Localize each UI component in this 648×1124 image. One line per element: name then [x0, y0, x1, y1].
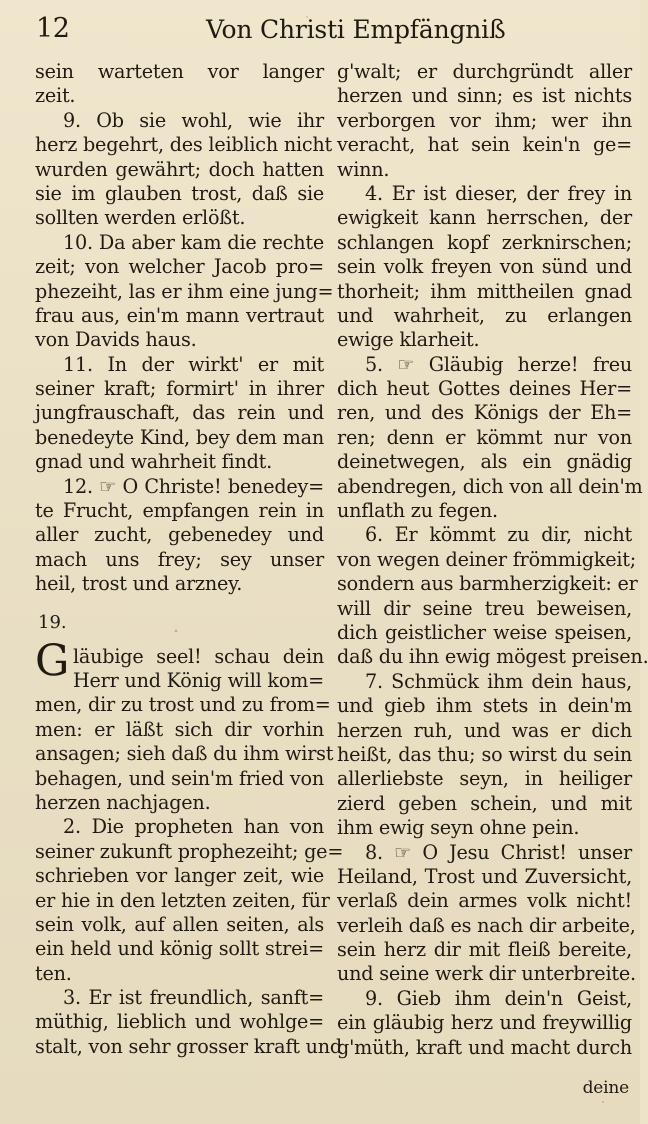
stanza-9-right-first-line: 9. Gieb ihm dein'n Geist, [365, 986, 632, 1010]
stanza-10-first-line: 10. Da aber kam die rechte [63, 230, 324, 254]
text-line: und gieb ihm stets in dein'm [337, 694, 632, 718]
text-line: will dir seine treu beweisen, [337, 596, 632, 620]
text-line: men, dir zu trost und zu from= [35, 693, 331, 717]
text-line: schlangen kopf zerknirschen; [337, 230, 632, 254]
text-line: er hie in den letzten zeiten, für [35, 888, 330, 912]
text-line: g'müth, kraft und macht durch [337, 1035, 632, 1059]
text-line: sondern aus barmherzigkeit: er [337, 572, 638, 596]
hymn-stanza-3-first-line: 3. Er ist freundlich, sanft= [63, 986, 324, 1010]
stanza-12 [35, 475, 324, 597]
stanza-6 [337, 523, 648, 669]
text-line: dich geistlicher weise speisen, [337, 620, 632, 644]
text-line: sein warteten vor langer [35, 60, 324, 83]
text-line: müthig, lieblich und wohlge= [35, 1010, 324, 1034]
text-line: zierd geben schein, und mit [337, 791, 632, 815]
stanza-4 [337, 182, 632, 353]
text-line: behagen, und sein'm fried von [35, 766, 324, 790]
opening-line-text: läubige seel! schau dein [73, 644, 324, 668]
text-line: von Davids haus. [35, 328, 197, 352]
stanza-6-first-line: 6. Er kömmt zu dir, nicht [365, 523, 632, 547]
text-line: ren, und des Königs der Eh= [337, 401, 632, 425]
hymn-19-stanza-3 [35, 986, 342, 1059]
text-line: te Frucht, empfangen rein in [35, 499, 324, 523]
left-paragraph-1 [35, 60, 324, 109]
right-column [337, 60, 648, 1060]
text-line: verleih daß es nach dir arbeite, [337, 913, 636, 937]
text-line: ewigkeit kann herrschen, der [337, 206, 632, 230]
hymn-stanza-2-first-line: 2. Die propheten han von [63, 815, 324, 839]
text-line: dich heut Gottes deines Her= [337, 377, 632, 401]
text-line: benedeyte Kind, bey dem man [35, 425, 324, 449]
stanza-10 [35, 230, 334, 353]
text-line: seiner kraft; formirt' in ihrer [35, 377, 324, 401]
section-gap [35, 635, 324, 645]
page-number: 12 [36, 13, 70, 44]
text-line: men: er läßt sich dir vorhin [35, 717, 324, 741]
hymn-19-stanza-2 [35, 815, 344, 986]
text-line: winn. [337, 157, 390, 181]
stanza-4-first-line: 4. Er ist dieser, der frey in [365, 181, 632, 205]
text-line: Herr und König will kom= [73, 668, 324, 692]
text-line: ein gläubig herz und freywillig [337, 1011, 632, 1035]
stanza-11 [35, 353, 324, 475]
text-line: herz begehrt, des leiblich nicht [35, 133, 333, 157]
running-head: Von Christi Empfängniß [206, 15, 506, 44]
text-line: sein volk, auf allen seiten, als [35, 912, 324, 936]
text-line: und seine werk dir unterbreite. [337, 962, 636, 986]
text-line: wurden gewährt; doch hatten [35, 157, 324, 181]
drop-cap: G [35, 635, 70, 686]
right-paragraph-1 [337, 60, 632, 182]
text-line: schrieben vor langer zeit, wie [35, 864, 324, 888]
text-line: jungfrauschaft, das rein und [35, 401, 324, 425]
text-line: ein held und könig sollt strei= [35, 937, 324, 961]
text-line: stalt, von sehr grosser kraft und [35, 1034, 342, 1058]
stanza-9-first-line: 9. Ob sie wohl, wie ihr [63, 108, 324, 132]
text-line: mach uns frey; sey unser [35, 547, 324, 571]
text-line: abendregen, dich von all dein'm [337, 474, 643, 498]
hymn-19-stanza-1 [35, 635, 334, 816]
text-line: zeit. [35, 84, 76, 108]
text-line: sein herz dir mit fleiß bereite, [337, 938, 632, 962]
text-line: seiner zukunft prophezeiht; ge= [35, 839, 344, 863]
text-line: verborgen vor ihm; wer ihn [337, 108, 632, 132]
text-line: sein volk freyen von sünd und [337, 255, 632, 279]
text-line: sollten werden erlößt. [35, 206, 246, 230]
text-line: zeit; von welcher Jacob pro= [35, 255, 324, 279]
stanza-5 [337, 352, 643, 524]
left-column [35, 60, 344, 1059]
catchword: deine [582, 1078, 629, 1098]
text-line: deinetwegen, als ein gnädig [337, 450, 632, 474]
text-line: allerliebste seyn, in heiliger [337, 767, 632, 791]
stanza-11-first-line: 11. In der wirkt' er mit [63, 352, 324, 376]
hymn-19 [35, 635, 344, 1060]
text-line: frau aus, ein'm mann vertraut [35, 303, 324, 327]
stanza-9 [35, 108, 333, 231]
text-line: g'walt; er durchgründt aller [337, 60, 632, 83]
stanza-9-right [337, 987, 632, 1060]
text-line: herzen nachjagen. [35, 790, 211, 814]
section-gap [35, 597, 324, 611]
text-line: und wahrheit, zu erlangen [337, 303, 632, 327]
text-line: sie im glauben trost, daß sie [35, 181, 324, 205]
text-line: Heiland, Trost und Zuversicht, [337, 864, 632, 888]
text-line: daß du ihn ewig mögest preisen. [337, 645, 648, 669]
text-line: verlaß dein armes volk nicht! [337, 889, 632, 913]
stanza-8 [337, 840, 636, 987]
text-line: ihm ewig seyn ohne pein. [337, 816, 580, 840]
text-line: thorheit; ihm mittheilen gnad [337, 279, 632, 303]
text-line: veracht, hat sein kein'n ge= [337, 133, 632, 157]
text-line: aller zucht, gebenedey und [35, 523, 324, 547]
hymn-number: 19. [38, 611, 67, 633]
text-line: herzen ruh, und was er dich [337, 718, 632, 742]
text-line: gnad und wahrheit findt. [35, 450, 273, 474]
text-line: herzen und sinn; es ist nichts [337, 84, 632, 108]
stanza-7-first-line: 7. Schmück ihm dein haus, [365, 669, 632, 693]
stanza-7 [337, 670, 632, 841]
text-line: ewige klarheit. [337, 328, 480, 352]
text-line: heißt, das thu; so wirst du sein [337, 742, 632, 766]
text-line: ten. [35, 961, 72, 985]
stanza-5-first-line: 5. ☞ Gläubig herze! freu [365, 352, 632, 376]
text-line: ansagen; sieh daß du ihm wirst [35, 742, 334, 766]
text-line: heil, trost und arzney. [35, 572, 243, 596]
stanza-12-first-line: 12. ☞ O Christe! benedey= [63, 474, 324, 498]
text-line: unflath zu fegen. [337, 499, 498, 523]
text-line: ren; denn er kömmt nur von [337, 425, 632, 449]
text-line: von wegen deiner frömmigkeit; [337, 547, 637, 571]
stanza-8-first-line: 8. ☞ O Jesu Christ! unser [365, 840, 632, 864]
page-header [36, 10, 620, 50]
text-line: phezeiht, las er ihm eine jung= [35, 279, 334, 303]
